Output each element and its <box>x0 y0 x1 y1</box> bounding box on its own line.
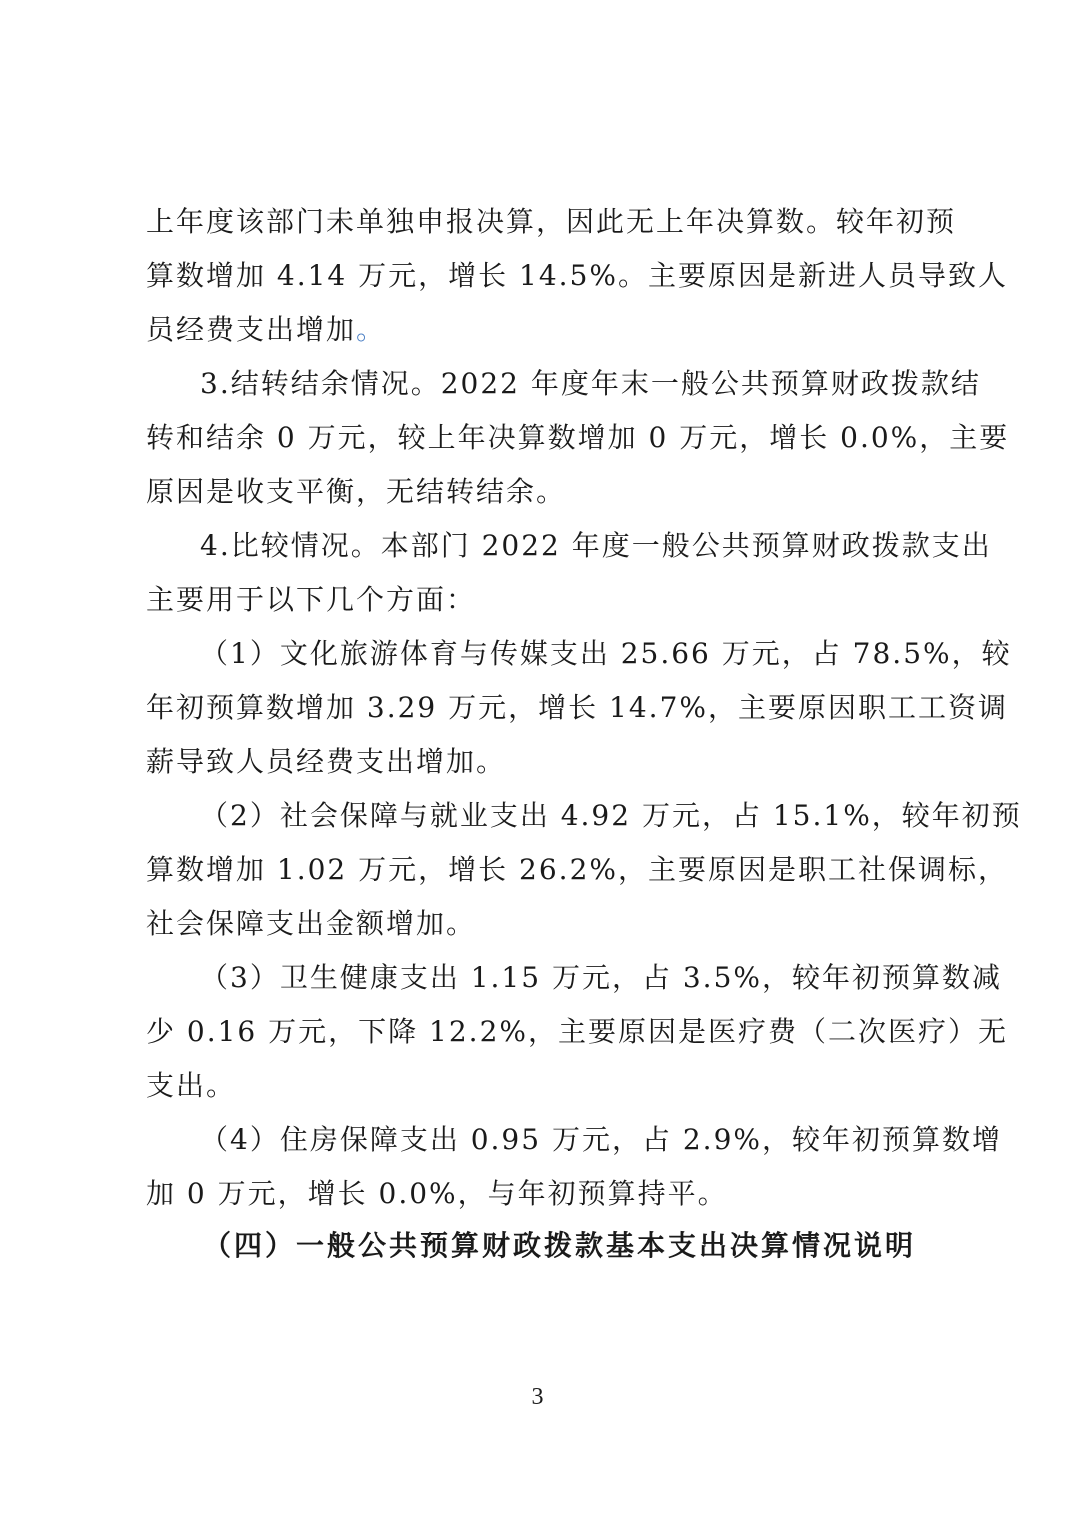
paragraph-line: 原因是收支平衡，无结转结余。 <box>146 475 567 508</box>
page-number: 3 <box>531 1384 544 1410</box>
paragraph-line: （3）卫生健康支出 1.15 万元，占 3.5%，较年初预算数减 <box>200 961 1002 994</box>
paragraph-line: 3.结转结余情况。2022 年度年末一般公共预算财政拨款结 <box>200 367 981 400</box>
highlighted-period: 。 <box>356 313 387 346</box>
paragraph-line: （4）住房保障支出 0.95 万元，占 2.9%，较年初预算数增 <box>200 1123 1002 1156</box>
paragraph-line: 少 0.16 万元，下降 12.2%，主要原因是医疗费（二次医疗）无 <box>146 1015 1008 1048</box>
paragraph-line: 加 0 万元，增长 0.0%，与年初预算持平。 <box>146 1177 728 1210</box>
paragraph-line: 算数增加 1.02 万元，增长 26.2%，主要原因是职工社保调标， <box>146 853 1008 886</box>
paragraph-line: 支出。 <box>146 1069 237 1102</box>
paragraph-line: （2）社会保障与就业支出 4.92 万元，占 15.1%，较年初预 <box>200 799 1022 832</box>
paragraph-line: 上年度该部门未单独申报决算，因此无上年决算数。较年初预 <box>146 205 957 238</box>
paragraph-line: 转和结余 0 万元，较上年决算数增加 0 万元，增长 0.0%，主要 <box>146 421 1010 454</box>
paragraph-line <box>146 303 946 357</box>
paragraph-line: 算数增加 4.14 万元，增长 14.5%。主要原因是新进人员导致人 <box>146 259 1008 292</box>
paragraph-line: 社会保障支出金额增加。 <box>146 907 477 940</box>
paragraph-line: （1）文化旅游体育与传媒支出 25.66 万元，占 78.5%，较 <box>200 637 1012 670</box>
paragraph-line: 4.比较情况。本部门 2022 年度一般公共预算财政拨款支出 <box>200 529 992 562</box>
section-heading: （四）一般公共预算财政拨款基本支出决算情况说明 <box>203 1229 917 1262</box>
paragraph-text: 员经费支出增加 <box>146 313 357 346</box>
paragraph-line: 主要用于以下几个方面： <box>146 583 477 616</box>
paragraph-line: 年初预算数增加 3.29 万元，增长 14.7%，主要原因职工工资调 <box>146 691 1008 724</box>
paragraph-line: 薪导致人员经费支出增加。 <box>146 745 507 778</box>
